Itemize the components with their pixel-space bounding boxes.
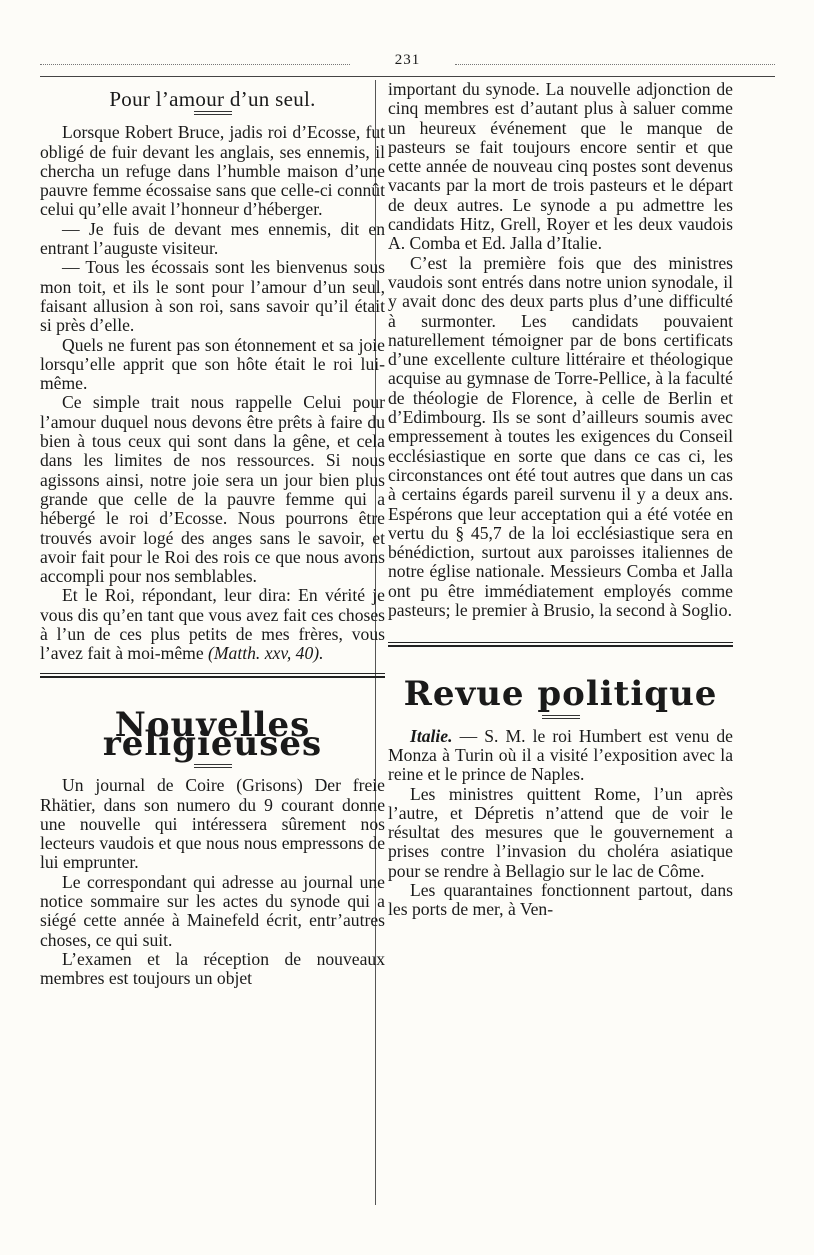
paragraph: Ce simple trait nous rappelle Celui pour l’amour duquel nous devons être prêts à faire du bien à tous ceux qui sont dans la gêne, et cela dans les limites de nos ressources. Si nous agissons ainsi, notre joie sera un jour bien plus grande que celle de la pauvre femme qui a hébergé le roi d’Ecosse. Nous pourrons être trouvés avoir logé des anges sans le savoir, et avoir fait pour le Roi des rois ce que nous avons accompli pour nos semblables.	[40, 392, 385, 587]
paragraph: C’est la première fois que des ministres vaudois sont entrés dans notre union synodale, il y avait donc des deux parts plus d’une difficulté à surmonter. Les candidats pouvaient naturellement témoigner par de bons certificats d’une excellente culture littéraire et théologique acquise au gymnase de Torre-Pellice, à la faculté de théologie de Florence, à celle de Berlin et d’Edimbourg. Ils se sont d’ailleurs soumis avec empressement à toutes les exigences du Conseil ecclésiastique en sorte que dans ce cas ci, les circonstances ont été tout autres que dans un cas à certains égards pareil survenu il y a deux ans. Espérons que leur acceptation qui a été votée en vertu du § 45,7 de la loi ecclésiastique sera en bénédiction, surtout aux paroisses italiennes de notre église nationale. Messieurs Comba et Jalla ont pu être immédiatement employés comme pasteurs; le premier à Brusio, la second à Soglio.	[388, 252, 733, 621]
page-number: 231	[394, 52, 421, 68]
paragraph: — Je fuis de devant mes ennemis, dit en entrant l’auguste visiteur.	[40, 218, 385, 259]
section-rule	[40, 673, 385, 678]
paragraph: Un journal de Coire (Grisons) Der freie Rhätier, dans son numero du 9 courant donne une nouvelle qui intéressera sûrement nos lecteurs vaudois et que nous nous empressons de lui emprunter.	[40, 775, 385, 873]
paragraph: Les ministres quittent Rome, l’un après l’autre, et Dépretis n’attend que de voir le résultat des mesures que le gouvernement a prises contre l’invasion du choléra asiatique pour se rendre à Bellagio sur le lac de Côme.	[388, 783, 733, 881]
paragraph: Quels ne furent pas son étonnement et sa joie lorsqu’elle apprit que son hôte était le roi lui-même.	[40, 334, 385, 394]
paragraph: Les quarantaines fonctionnent partout, dans les ports de mer, à Ven-	[388, 879, 733, 920]
left-column	[40, 80, 385, 988]
title-divider	[194, 764, 232, 768]
section-title-nouvelles: Nouvelles religieuses	[102, 704, 323, 764]
paragraph: Lorsque Robert Bruce, jadis roi d’Ecosse, fut obligé de fuir devant les anglais, ses ennemis, il chercha un refuge dans l’humble maison d’une pauvre femme écossaise sans que celle-ci connût celui qu’elle avait l’honneur d’héberger.	[40, 122, 385, 220]
paragraph	[388, 727, 733, 785]
section-rule	[388, 642, 733, 647]
lead-country: Italie.	[410, 725, 453, 746]
paragraph	[40, 586, 385, 663]
page-header	[40, 48, 775, 77]
paragraph: Le correspondant qui adresse au journal une notice sommaire sur les actes du synode qui a siégé cette année à Mainefeld écrit, entr’autres choses, ce qui suit.	[40, 871, 385, 950]
citation: (Matth. xxv, 40).	[208, 643, 324, 664]
paragraph: L’examen et la réception de nouveaux membres est toujours un objet	[40, 948, 385, 989]
title-divider	[542, 715, 580, 719]
title-divider	[194, 111, 232, 115]
right-column	[388, 80, 733, 920]
header-dotted-rule-right	[455, 64, 775, 65]
paragraph: — Tous les écossais sont les bienvenus sous mon toit, et ils le sont pour l’amour d’un seul, faisant allusion à son roi, sans savoir qu’il était si près d’elle.	[40, 257, 385, 336]
paragraph-text: — S. M. le roi Humbert est venu de Monza à Turin où il a visité l’exposition avec la reine et le prince de Naples.	[388, 725, 733, 785]
paragraph-text: Et le Roi, répondant, leur dira: En vérité je vous dis qu’en tant que vous avez fait ces choses à l’un de ces plus petits de mes frères, vous l’avez fait à moi-même	[40, 585, 385, 664]
article-title-amour: Pour l’amour d’un seul.	[109, 87, 316, 111]
section-title-revue-politique: Revue politique	[403, 674, 718, 715]
paragraph: important du synode. La nouvelle adjonction de cinq membres est d’autant plus à saluer comme un heureux événement que le manque de pasteurs se fait toujours encore sentir et que cette année de nouveau cinq postes sont devenus vacants par la mort de trois pasteurs et le départ de deux autres. Le synode a pu admettre les candidats Hitz, Grell, Royer et les deux vaudois A. Comba et Ed. Jalla d’Italie.	[388, 79, 733, 254]
